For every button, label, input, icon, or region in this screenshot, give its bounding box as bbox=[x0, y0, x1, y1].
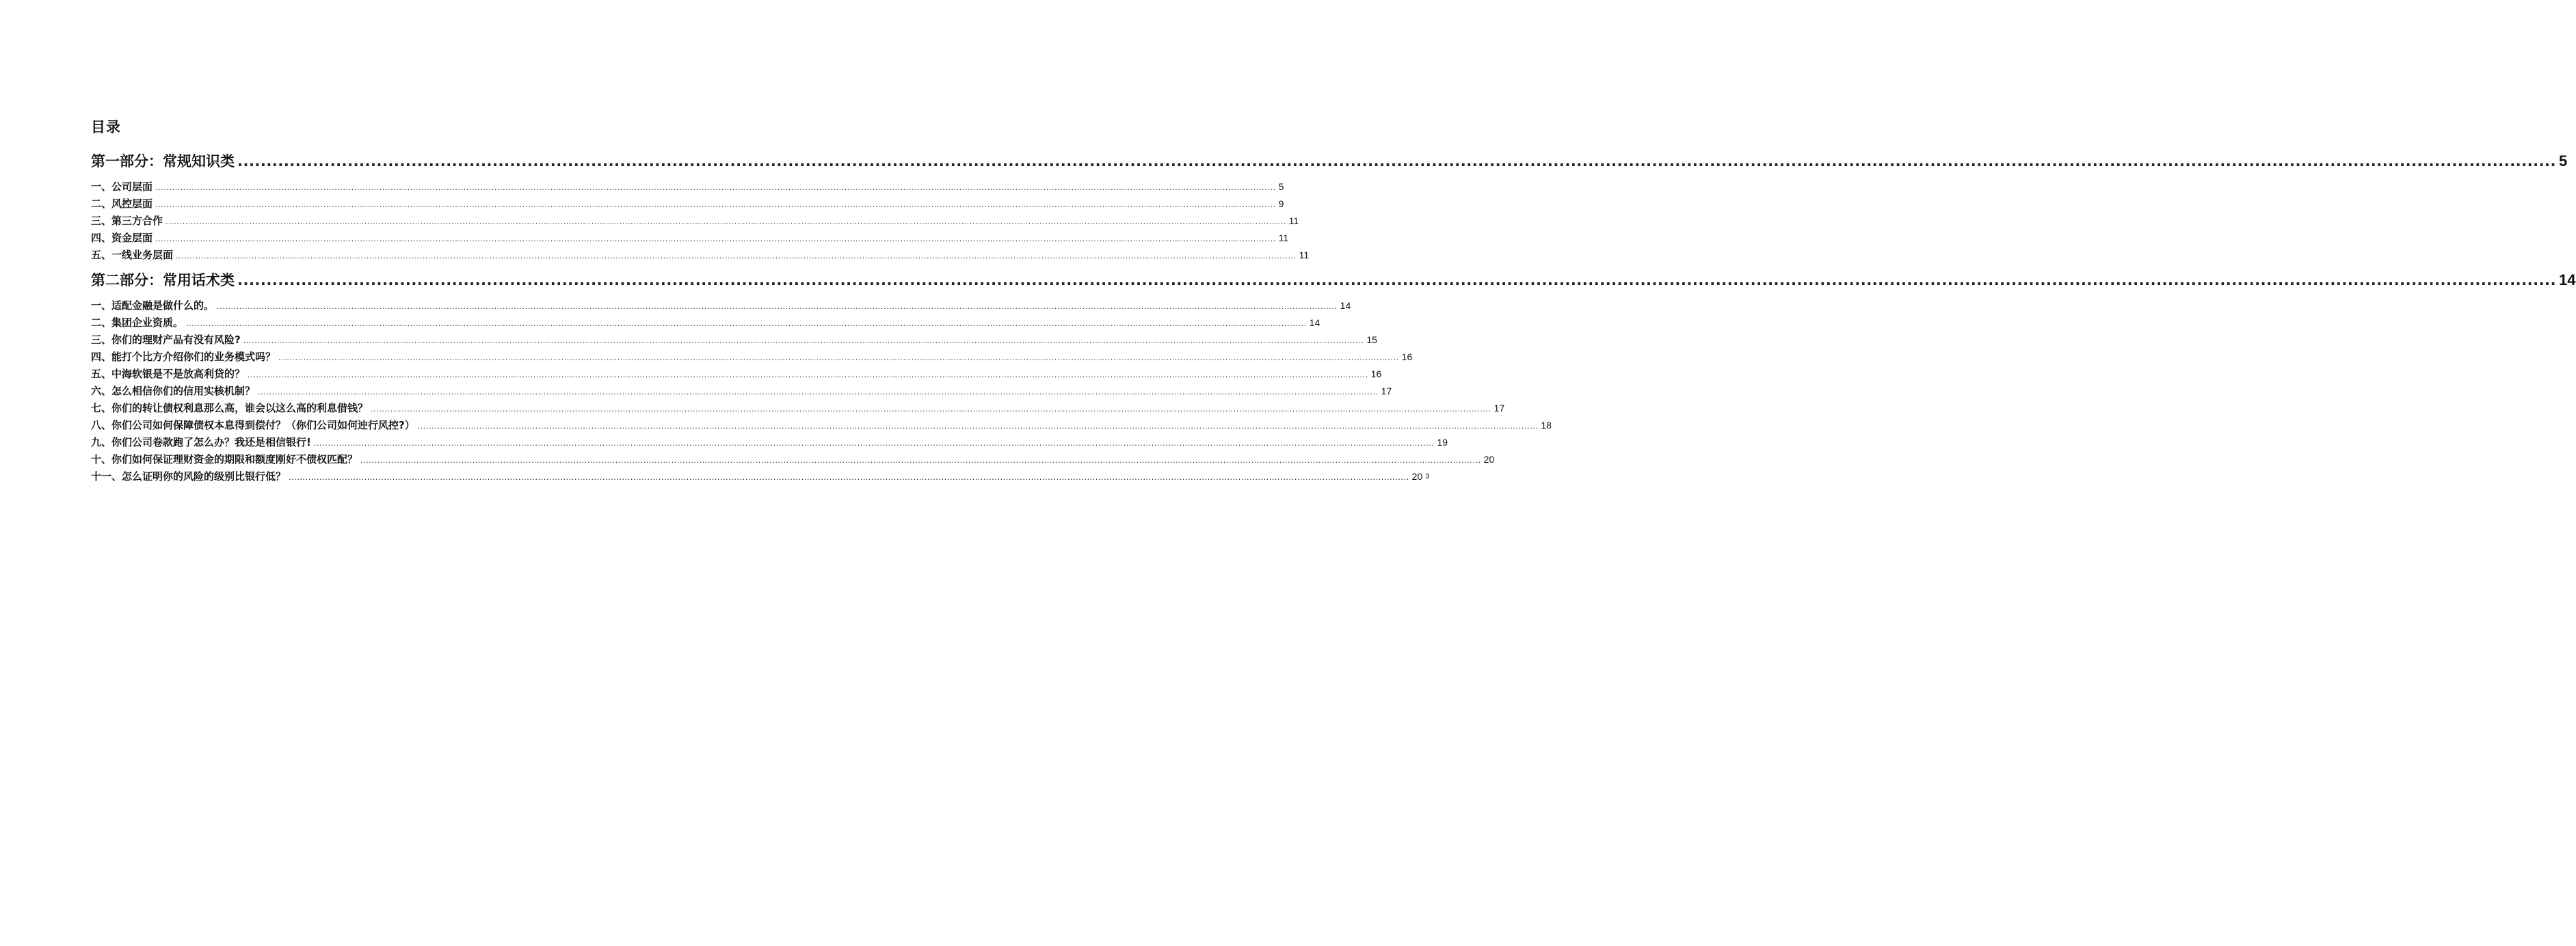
toc-entry[interactable] bbox=[91, 179, 1284, 193]
toc-dot-leader: ................................................................................................................................................................................................................................................................................................................................................................................................................ bbox=[155, 200, 1276, 209]
toc-page-number: 5 bbox=[2559, 152, 2568, 170]
toc-entry-label: 集团企业资质。 bbox=[111, 316, 184, 329]
toc-page-number: 14 bbox=[1309, 317, 1320, 328]
toc-entry-number: 十一、 bbox=[91, 470, 122, 483]
toc-entry-label: 一线业务层面 bbox=[111, 249, 174, 261]
toc-page-number: 17 bbox=[1381, 386, 1392, 396]
toc-entry[interactable] bbox=[91, 469, 1430, 483]
toc-page-number: 9 bbox=[1278, 198, 1284, 209]
toc-entry-number: 六、 bbox=[91, 385, 112, 397]
toc-entry[interactable] bbox=[91, 196, 1284, 210]
toc-entry[interactable] bbox=[91, 247, 1310, 261]
toc-entry-number: 四、 bbox=[91, 232, 112, 244]
toc-dot-leader: ................................................................................................................................................................................................................................................................................................................................................................................................................ bbox=[371, 405, 1491, 414]
toc-part-label: 第二部分：常用话术类 bbox=[91, 272, 235, 288]
toc-entry[interactable] bbox=[91, 349, 1413, 363]
toc-part-label: 第一部分：常规知识类 bbox=[91, 153, 235, 170]
toc-page-number: 16 bbox=[1401, 351, 1413, 362]
toc-dot-leader: ................................................................................................................................................................................................................................................................................................................................................................................................................ bbox=[165, 217, 1286, 226]
toc-entry[interactable] bbox=[91, 435, 1448, 448]
toc-entry-number: 十、 bbox=[91, 453, 112, 465]
toc-dot-leader: ................................................................................................................................................................................................................................................................................................................................................................................................................ bbox=[278, 353, 1399, 362]
toc-entry-label: 你们公司卷款跑了怎么办？我还是相信银行! bbox=[111, 436, 311, 448]
toc-entry-number: 五、 bbox=[91, 368, 112, 380]
toc-page-number: 17 bbox=[1493, 403, 1505, 414]
toc-dot-leader: ................................................................................................................................................................................................................................................................................................................................................................................................................ bbox=[217, 302, 1338, 311]
toc-dot-leader: ................................................................................................................................................................................................................................................................................................................................................................................................................ bbox=[360, 456, 1481, 465]
toc-entry-label: 适配金融是做什么的。 bbox=[111, 299, 215, 312]
toc-entry-number: 二、 bbox=[91, 198, 112, 210]
toc-page-number: 20 bbox=[1483, 454, 1495, 465]
toc-entry-label: 能打个比方介绍你们的业务模式吗？ bbox=[111, 351, 276, 363]
toc-dot-leader: ................................................................................................................................................................................................................................................................................................................................................................................................................ bbox=[248, 370, 1368, 379]
toc-entry-number: 九、 bbox=[91, 436, 112, 448]
toc-entry-number: 四、 bbox=[91, 351, 112, 363]
toc-dot-leader: ................................................................................................................................................................................................................................................................................................................................................................................................................ bbox=[243, 336, 1364, 345]
toc-part-heading[interactable] bbox=[91, 150, 2568, 171]
toc-title: 目录 bbox=[91, 119, 121, 135]
toc-entry-label: 第三方合作 bbox=[111, 215, 163, 227]
toc-part-heading[interactable] bbox=[91, 269, 2576, 290]
toc-entry-label: 怎么证明你的风险的级别比银行低？ bbox=[122, 470, 287, 483]
toc-page-number: 5 bbox=[1278, 181, 1284, 192]
toc-page-number: 19 bbox=[1437, 437, 1448, 448]
toc-dot-leader: ................................................................................................................................................................................................................................................................................................................................................................................................................ bbox=[289, 473, 1409, 482]
toc-dot-leader: ................................................................................................................................................................................................................................................................................................................................................................................................................ bbox=[155, 234, 1276, 243]
toc-page-number: 14 bbox=[2559, 271, 2576, 288]
toc-entry-number: 七、 bbox=[91, 402, 112, 414]
toc-page-number: 11 bbox=[1288, 215, 1299, 226]
toc-entry-number: 一、 bbox=[91, 180, 112, 193]
toc-entry-label: 你们公司如何保障债权本息得到偿付？（你们公司如何迚行风控?） bbox=[111, 419, 415, 431]
toc-dot-leader: ................................................................................................................................................................................................................................................................................................................................................................................................................ bbox=[237, 153, 2557, 170]
toc-entry[interactable] bbox=[91, 452, 1495, 465]
toc-dot-leader: ................................................................................................................................................................................................................................................................................................................................................................................................................ bbox=[237, 272, 2557, 288]
toc-dot-leader: ................................................................................................................................................................................................................................................................................................................................................................................................................ bbox=[176, 252, 1297, 260]
toc-page-number: 14 bbox=[1340, 300, 1351, 311]
toc-entry-number: 五、 bbox=[91, 249, 112, 261]
page-footer-number: 3 bbox=[1425, 472, 1430, 481]
toc-dot-leader: ................................................................................................................................................................................................................................................................................................................................................................................................................ bbox=[155, 183, 1276, 192]
toc-entry-number: 八、 bbox=[91, 419, 112, 431]
toc-entry[interactable] bbox=[91, 401, 1505, 414]
toc-entry-number: 二、 bbox=[91, 316, 112, 329]
toc-entry-label: 资金层面 bbox=[111, 232, 153, 244]
toc-page-number: 15 bbox=[1366, 334, 1377, 345]
toc-page-number: 20 3 bbox=[1411, 471, 1430, 482]
toc-dot-leader: ................................................................................................................................................................................................................................................................................................................................................................................................................ bbox=[186, 319, 1307, 328]
toc-entry-label: 你们的理财产品有没有风险? bbox=[111, 334, 241, 346]
toc-entry-label: 公司层面 bbox=[111, 180, 153, 193]
toc-page-number: 11 bbox=[1278, 232, 1289, 243]
toc-entry[interactable] bbox=[91, 383, 1392, 397]
toc-entry[interactable] bbox=[91, 213, 1299, 227]
toc-entry-label: 怎么相信你们的信用实核机制？ bbox=[111, 385, 256, 397]
toc-dot-leader: ................................................................................................................................................................................................................................................................................................................................................................................................................ bbox=[313, 439, 1435, 448]
toc-dot-leader: ................................................................................................................................................................................................................................................................................................................................................................................................................ bbox=[258, 388, 1379, 396]
toc-dot-leader: ................................................................................................................................................................................................................................................................................................................................................................................................................ bbox=[417, 422, 1539, 431]
toc-entry[interactable] bbox=[91, 298, 1351, 312]
toc-entry-label: 中海软银是不是放高利贷的？ bbox=[111, 368, 245, 380]
toc-page-number: 18 bbox=[1541, 420, 1552, 431]
toc-entry[interactable] bbox=[91, 366, 1382, 380]
toc-entry-label: 你们的转让债权利息那么高，谁会以这么高的利息借钱？ bbox=[111, 402, 369, 414]
toc-entry-label: 你们如何保证理财资金的期限和额度刚好不债权匹配？ bbox=[111, 453, 358, 465]
toc-entry[interactable] bbox=[91, 332, 1377, 346]
toc-entry[interactable] bbox=[91, 418, 1552, 431]
toc-entry-number: 三、 bbox=[91, 215, 112, 227]
toc-entry[interactable] bbox=[91, 315, 1320, 329]
toc-entry-number: 一、 bbox=[91, 299, 112, 312]
toc-entry[interactable] bbox=[91, 230, 1289, 244]
toc-entry-number: 三、 bbox=[91, 334, 112, 346]
toc-page-number: 16 bbox=[1370, 368, 1382, 379]
toc-page-number: 11 bbox=[1299, 249, 1310, 260]
toc-entry-label: 风控层面 bbox=[111, 198, 153, 210]
